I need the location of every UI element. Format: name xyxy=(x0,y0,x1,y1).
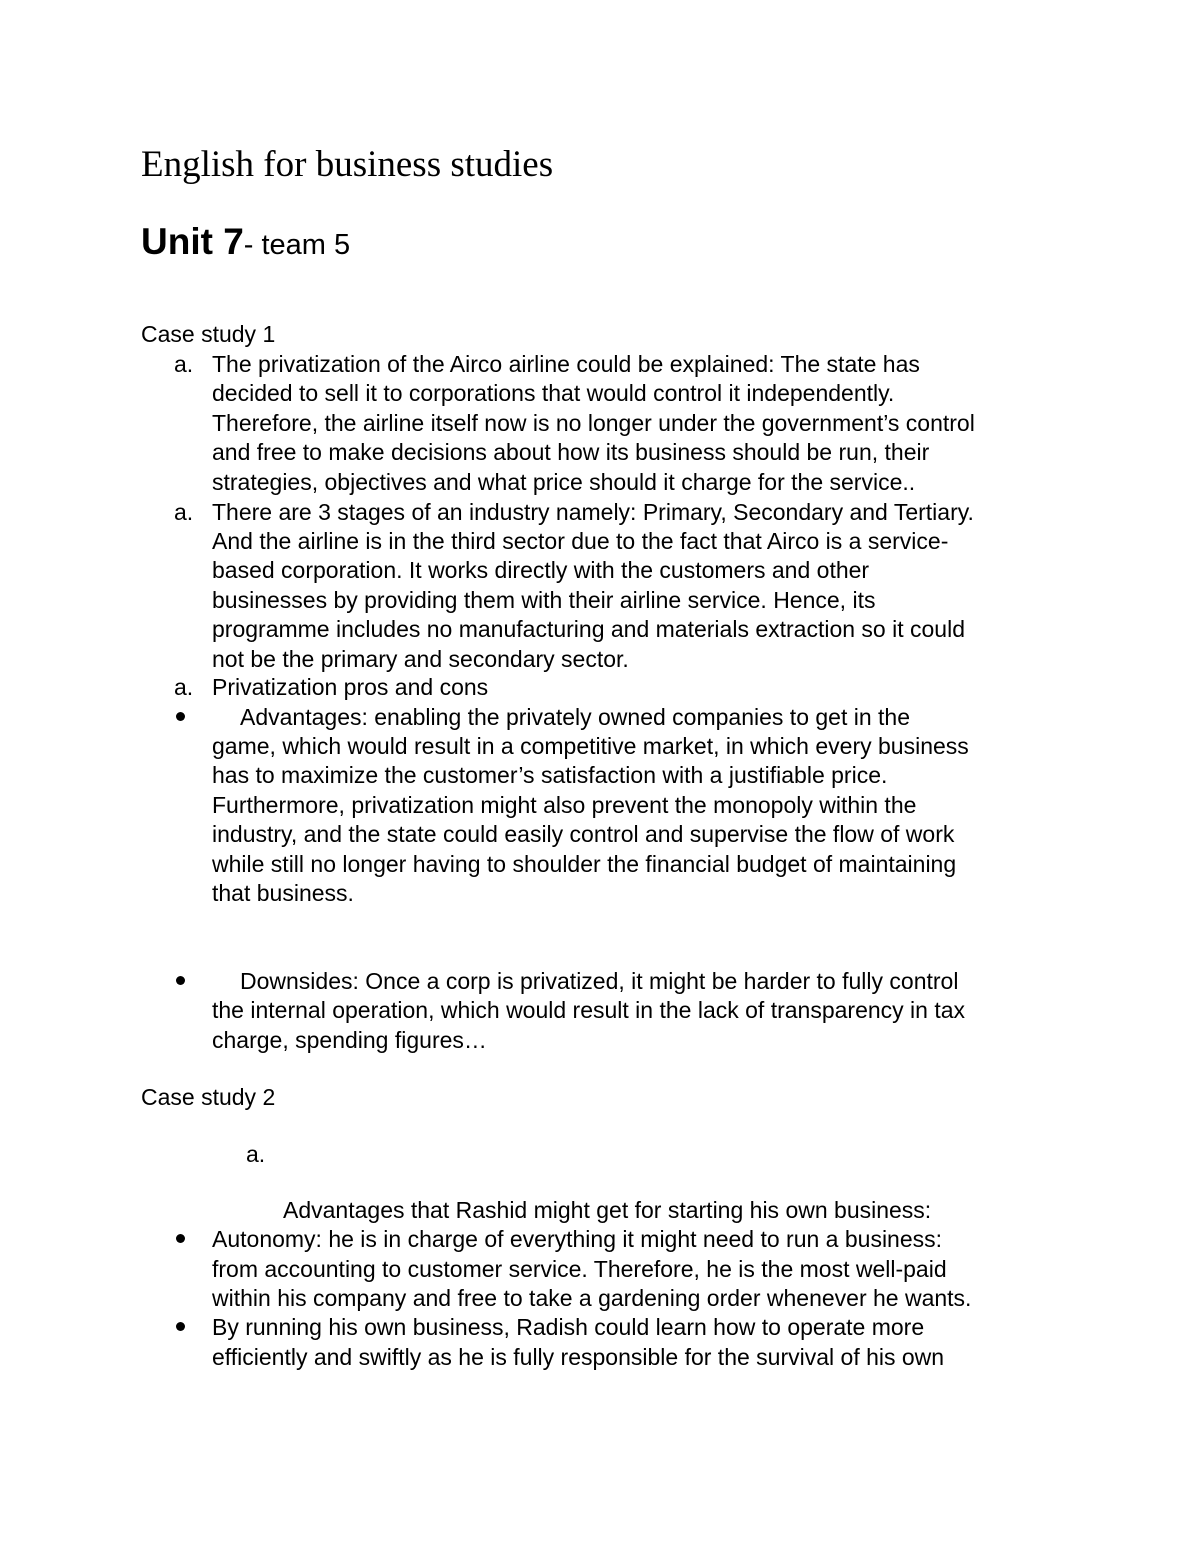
document-title: English for business studies xyxy=(141,144,554,185)
paragraph-line: charge, spending figures… xyxy=(212,1027,487,1053)
paragraph-line: Advantages that Rashid might get for starting his own business: xyxy=(283,1197,932,1223)
paragraph-line: Advantages: enabling the privately owned companies to get in the xyxy=(240,704,910,730)
paragraph-line: programme includes no manufacturing and materials extraction so it could xyxy=(212,616,965,642)
paragraph-line: By running his own business, Radish could learn how to operate more xyxy=(212,1314,925,1340)
unit-label: Unit 7 xyxy=(141,221,244,262)
paragraph-line: There are 3 stages of an industry namely: Primary, Secondary and Tertiary. xyxy=(212,499,974,525)
paragraph-line: that business. xyxy=(212,880,354,906)
paragraph-line: based corporation. It works directly with the customers and other xyxy=(212,557,870,583)
unit-team-label: - team 5 xyxy=(243,229,351,261)
paragraph-line: Autonomy: he is in charge of everything it might need to run a business: xyxy=(212,1226,943,1252)
paragraph-line: within his company and free to take a gardening order whenever he wants. xyxy=(212,1285,972,1311)
bullet-icon xyxy=(176,976,185,985)
list-marker: a. xyxy=(174,499,194,525)
paragraph-line: has to maximize the customer’s satisfaction with a justifiable price. xyxy=(212,762,888,788)
paragraph-line: game, which would result in a competitive market, in which every business xyxy=(212,733,969,759)
paragraph-line: businesses by providing them with their airline service. Hence, its xyxy=(212,587,876,613)
paragraph-line: Therefore, the airline itself now is no longer under the government’s control xyxy=(212,410,975,436)
bullet-icon xyxy=(176,712,185,721)
list-marker: a. xyxy=(246,1141,266,1167)
paragraph-line: Privatization pros and cons xyxy=(212,674,489,700)
paragraph-line: strategies, objectives and what price should it charge for the service.. xyxy=(212,469,916,495)
paragraph-line: industry, and the state could easily control and supervise the flow of work xyxy=(212,821,955,847)
paragraph-line: The privatization of the Airco airline could be explained: The state has xyxy=(212,351,920,377)
paragraph-line: while still no longer having to shoulder the financial budget of maintaining xyxy=(212,851,957,877)
paragraph-line: the internal operation, which would result in the lack of transparency in tax xyxy=(212,997,966,1023)
paragraph-line: efficiently and swiftly as he is fully responsible for the survival of his own xyxy=(212,1344,945,1370)
paragraph-line: And the airline is in the third sector due to the fact that Airco is a service- xyxy=(212,528,949,554)
list-marker: a. xyxy=(174,351,194,377)
paragraph-line: Furthermore, privatization might also prevent the monopoly within the xyxy=(212,792,917,818)
unit-heading xyxy=(141,220,350,272)
case-study-2-heading: Case study 2 xyxy=(141,1084,276,1110)
paragraph-line: not be the primary and secondary sector. xyxy=(212,646,629,672)
case-study-1-heading: Case study 1 xyxy=(141,321,276,347)
bullet-icon xyxy=(176,1234,185,1243)
paragraph-line: from accounting to customer service. Therefore, he is the most well-paid xyxy=(212,1256,947,1282)
list-marker: a. xyxy=(174,674,194,700)
paragraph-line: decided to sell it to corporations that would control it independently. xyxy=(212,380,895,406)
bullet-icon xyxy=(176,1322,185,1331)
paragraph-line: Downsides: Once a corp is privatized, it might be harder to fully control xyxy=(240,968,959,994)
paragraph-line: and free to make decisions about how its business should be run, their xyxy=(212,439,930,465)
